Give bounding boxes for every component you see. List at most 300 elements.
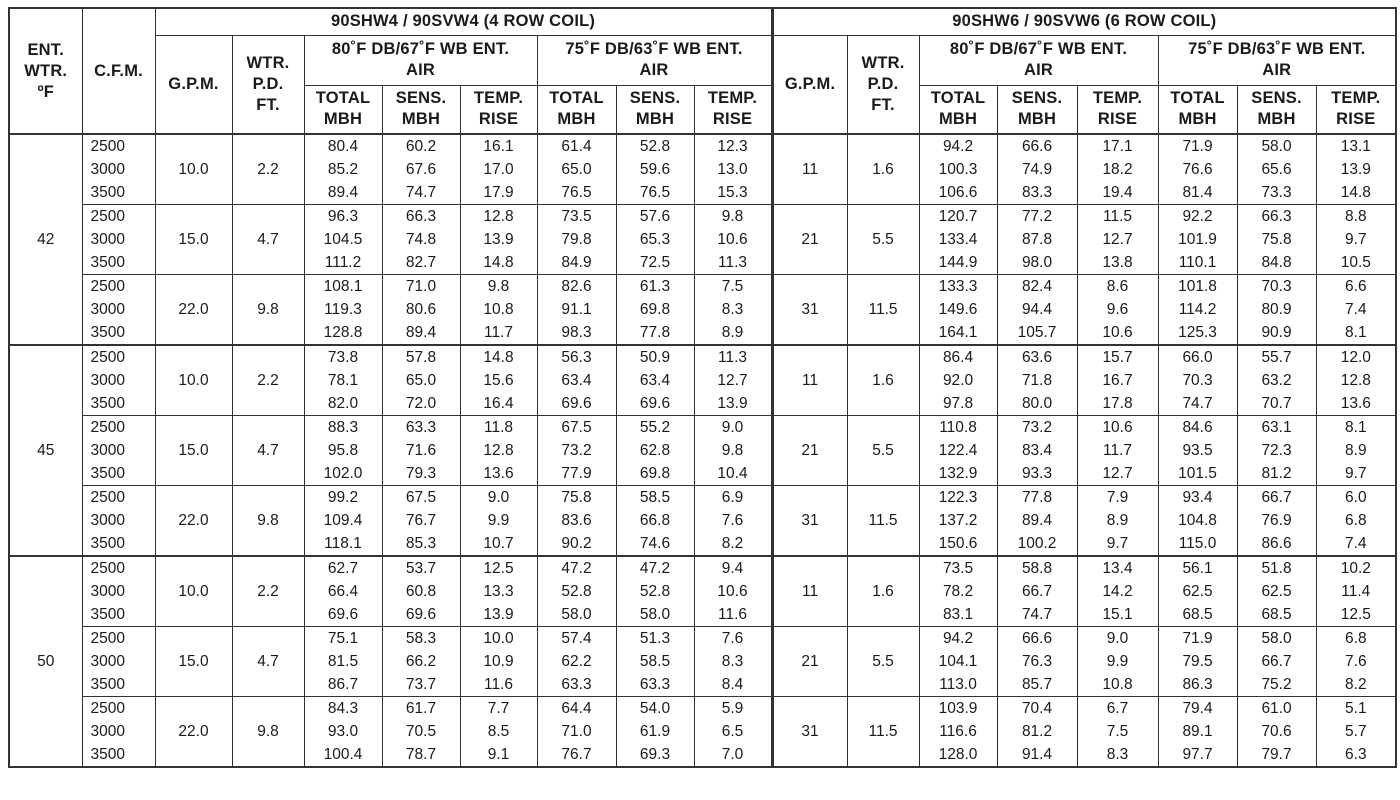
value: 76.6 xyxy=(1182,161,1213,178)
value-cell xyxy=(616,556,694,627)
value: 7.9 xyxy=(1106,489,1129,506)
value: 58.3 xyxy=(405,630,437,647)
cfm-value: 2500 xyxy=(90,489,125,506)
value-cell xyxy=(616,627,694,697)
value: 104.8 xyxy=(1178,512,1217,529)
gpm-cell: 15.0 xyxy=(155,416,232,486)
gpm-cell: 11 xyxy=(772,134,847,205)
value: 102.0 xyxy=(323,465,363,482)
cfm-cell xyxy=(82,486,155,557)
value: 15.6 xyxy=(483,372,514,389)
value: 77.9 xyxy=(561,465,592,482)
value: 17.1 xyxy=(1102,138,1133,155)
value: 63.4 xyxy=(561,372,592,389)
value-cell xyxy=(382,486,460,557)
coil6-cond-75-header: 75˚F DB/63˚F WB ENT. AIR xyxy=(1158,35,1396,85)
value: 17.0 xyxy=(483,161,514,178)
value: 61.7 xyxy=(405,700,437,717)
sens-mbh-header: SENS. MBH xyxy=(997,85,1077,134)
value: 95.8 xyxy=(327,442,359,459)
value: 8.9 xyxy=(1106,512,1129,529)
value: 9.7 xyxy=(1345,231,1367,248)
value: 8.9 xyxy=(721,324,744,341)
value-cell xyxy=(616,275,694,346)
value: 71.8 xyxy=(1021,372,1053,389)
value: 69.8 xyxy=(639,301,671,318)
value: 74.8 xyxy=(405,231,437,248)
gpm-cell: 11 xyxy=(772,556,847,627)
cfm-value: 3000 xyxy=(90,231,125,248)
value: 67.6 xyxy=(405,161,437,178)
value-cell xyxy=(919,697,997,768)
value: 164.1 xyxy=(938,324,978,341)
value: 13.0 xyxy=(717,161,748,178)
value: 78.1 xyxy=(327,372,359,389)
value-cell xyxy=(919,275,997,346)
value: 59.6 xyxy=(639,161,671,178)
value: 108.1 xyxy=(323,278,363,295)
value: 109.4 xyxy=(323,512,363,529)
value: 81.5 xyxy=(327,653,359,670)
value: 84.9 xyxy=(561,254,592,271)
cfm-value: 3500 xyxy=(90,606,125,623)
value-cell xyxy=(1158,205,1237,275)
value: 9.8 xyxy=(721,208,744,225)
value: 13.6 xyxy=(1340,395,1371,412)
value: 93.0 xyxy=(327,723,359,740)
value: 52.8 xyxy=(561,583,592,600)
value: 97.8 xyxy=(942,395,974,412)
value: 55.2 xyxy=(639,419,671,436)
value: 12.8 xyxy=(483,442,514,459)
sens-mbh-header: SENS. MBH xyxy=(1237,85,1316,134)
value-cell xyxy=(694,205,772,275)
value: 76.5 xyxy=(561,184,592,201)
value: 12.7 xyxy=(1102,231,1133,248)
total-mbh-header: TOTAL MBH xyxy=(1158,85,1237,134)
value-cell xyxy=(694,345,772,416)
value-cell xyxy=(997,275,1077,346)
value: 149.6 xyxy=(938,301,978,318)
gpm-cell: 31 xyxy=(772,697,847,768)
cfm-value: 3000 xyxy=(90,653,125,670)
value: 69.6 xyxy=(405,606,437,623)
value: 78.2 xyxy=(942,583,974,600)
value: 66.7 xyxy=(1021,583,1053,600)
value-cell xyxy=(919,486,997,557)
value: 6.6 xyxy=(1345,278,1367,295)
gpm-cell: 11 xyxy=(772,345,847,416)
value-cell xyxy=(1158,697,1237,768)
coil4-title: 90SHW4 / 90SVW4 (4 ROW COIL) xyxy=(155,8,772,35)
value: 10.9 xyxy=(483,653,514,670)
value: 88.3 xyxy=(327,419,359,436)
value-cell xyxy=(1077,556,1158,627)
value: 103.9 xyxy=(938,700,978,717)
value-cell xyxy=(1316,627,1396,697)
value-cell xyxy=(1158,345,1237,416)
gpm-cell: 31 xyxy=(772,275,847,346)
cfm-value: 3000 xyxy=(90,301,125,318)
value: 11.3 xyxy=(718,349,748,366)
value: 125.3 xyxy=(1178,324,1217,341)
value-cell xyxy=(919,416,997,486)
wtr-pd-cell: 2.2 xyxy=(232,345,304,416)
cfm-value: 3500 xyxy=(90,324,125,341)
value-cell xyxy=(997,345,1077,416)
gpm-cell: 15.0 xyxy=(155,627,232,697)
value: 104.1 xyxy=(938,653,978,670)
value: 118.1 xyxy=(324,535,362,552)
value: 60.2 xyxy=(405,138,437,155)
table-body xyxy=(9,134,1396,767)
coil4-cond-75-header: 75˚F DB/63˚F WB ENT. AIR xyxy=(537,35,772,85)
value-cell xyxy=(304,556,382,627)
value: 106.6 xyxy=(938,184,978,201)
value: 13.4 xyxy=(1102,560,1133,577)
value: 16.7 xyxy=(1102,372,1133,389)
value: 75.1 xyxy=(327,630,359,647)
value: 71.0 xyxy=(405,278,437,295)
value: 11.3 xyxy=(718,254,748,271)
gpm-cell: 31 xyxy=(772,486,847,557)
cfm-value: 3500 xyxy=(90,676,125,693)
value-cell xyxy=(997,416,1077,486)
value: 116.6 xyxy=(939,723,977,740)
value: 6.3 xyxy=(1345,746,1367,763)
value: 10.2 xyxy=(1340,560,1371,577)
value-cell xyxy=(1316,556,1396,627)
value: 89.4 xyxy=(405,324,437,341)
value: 10.6 xyxy=(717,231,748,248)
value: 54.0 xyxy=(639,700,671,717)
cfm-value: 3000 xyxy=(90,161,125,178)
value: 53.7 xyxy=(405,560,437,577)
value: 61.9 xyxy=(639,723,671,740)
value: 98.0 xyxy=(1021,254,1053,271)
value: 100.3 xyxy=(938,161,978,178)
value: 73.7 xyxy=(405,676,437,693)
value: 9.4 xyxy=(721,560,744,577)
value: 63.3 xyxy=(405,419,437,436)
gpm-cell: 21 xyxy=(772,416,847,486)
value: 19.4 xyxy=(1102,184,1133,201)
value-cell xyxy=(1316,416,1396,486)
cfm-value: 3500 xyxy=(90,395,125,412)
value: 61.0 xyxy=(1261,700,1292,717)
value: 13.9 xyxy=(483,231,514,248)
value: 56.1 xyxy=(1182,560,1213,577)
value: 71.6 xyxy=(405,442,437,459)
value: 137.2 xyxy=(938,512,978,529)
temp-rise-header: TEMP. RISE xyxy=(1316,85,1396,134)
value: 66.6 xyxy=(1021,630,1053,647)
value: 10.6 xyxy=(1102,419,1133,436)
value: 47.2 xyxy=(639,560,671,577)
value: 110.8 xyxy=(939,419,977,436)
gpm-cell: 21 xyxy=(772,627,847,697)
wtr-pd-cell: 2.2 xyxy=(232,556,304,627)
value: 94.4 xyxy=(1021,301,1053,318)
value: 13.9 xyxy=(483,606,514,623)
value: 81.2 xyxy=(1261,465,1292,482)
table-row xyxy=(9,697,1396,768)
value: 10.0 xyxy=(483,630,514,647)
value: 122.4 xyxy=(938,442,978,459)
value: 16.4 xyxy=(483,395,514,412)
value-cell xyxy=(537,416,616,486)
value: 122.3 xyxy=(938,489,978,506)
value-cell xyxy=(1077,416,1158,486)
value: 52.8 xyxy=(639,138,671,155)
value-cell xyxy=(304,345,382,416)
value: 80.4 xyxy=(327,138,359,155)
cfm-value: 3500 xyxy=(90,746,125,763)
value: 113.0 xyxy=(939,676,977,693)
value-cell xyxy=(537,205,616,275)
wtr-pd-cell: 5.5 xyxy=(847,627,919,697)
cfm-cell xyxy=(82,697,155,768)
value: 84.6 xyxy=(1182,419,1213,436)
value: 79.7 xyxy=(1261,746,1292,763)
value: 75.2 xyxy=(1261,676,1292,693)
value: 65.3 xyxy=(639,231,671,248)
value: 13.3 xyxy=(483,583,514,600)
wtr-pd-cell: 11.5 xyxy=(847,486,919,557)
value: 63.6 xyxy=(1021,349,1053,366)
value: 72.0 xyxy=(405,395,437,412)
value: 80.9 xyxy=(1261,301,1292,318)
value-cell xyxy=(616,486,694,557)
value: 114.2 xyxy=(1178,301,1217,318)
value: 119.3 xyxy=(324,301,362,318)
value: 82.4 xyxy=(1021,278,1053,295)
value: 75.8 xyxy=(1261,231,1292,248)
value: 6.8 xyxy=(1345,630,1367,647)
value: 7.5 xyxy=(721,278,744,295)
total-mbh-header: TOTAL MBH xyxy=(537,85,616,134)
cfm-value: 3500 xyxy=(90,184,125,201)
value: 6.0 xyxy=(1345,489,1367,506)
value: 66.7 xyxy=(1261,653,1292,670)
coil6-title: 90SHW6 / 90SVW6 (6 ROW COIL) xyxy=(772,8,1396,35)
value: 63.2 xyxy=(1261,372,1292,389)
value: 52.8 xyxy=(639,583,671,600)
value: 7.7 xyxy=(487,700,510,717)
wtr-pd-cell: 5.5 xyxy=(847,205,919,275)
value-cell xyxy=(382,627,460,697)
value: 7.6 xyxy=(1345,653,1367,670)
cfm-value: 2500 xyxy=(90,208,125,225)
value: 9.9 xyxy=(1106,653,1129,670)
value: 65.0 xyxy=(405,372,437,389)
table-row xyxy=(9,205,1396,275)
value: 69.6 xyxy=(561,395,592,412)
value: 85.7 xyxy=(1021,676,1053,693)
wtr-pd-cell: 9.8 xyxy=(232,697,304,768)
value-cell xyxy=(694,556,772,627)
value: 70.3 xyxy=(1261,278,1292,295)
value: 57.6 xyxy=(639,208,671,225)
value-cell xyxy=(919,556,997,627)
value-cell xyxy=(382,345,460,416)
temp-rise-header: TEMP. RISE xyxy=(460,85,537,134)
value: 58.0 xyxy=(561,606,592,623)
value: 13.9 xyxy=(717,395,748,412)
value: 71.0 xyxy=(561,723,592,740)
value-cell xyxy=(694,486,772,557)
cfm-value: 3000 xyxy=(90,723,125,740)
value-cell xyxy=(1237,134,1316,205)
coil4-cond-80-header: 80˚F DB/67˚F WB ENT. AIR xyxy=(304,35,537,85)
value: 58.0 xyxy=(639,606,671,623)
value: 56.3 xyxy=(561,349,592,366)
value: 71.9 xyxy=(1182,630,1213,647)
wtr-pd-cell: 4.7 xyxy=(232,205,304,275)
value-cell xyxy=(460,697,537,768)
value-cell xyxy=(694,627,772,697)
value: 65.6 xyxy=(1261,161,1292,178)
value: 8.1 xyxy=(1345,419,1367,436)
value-cell xyxy=(382,205,460,275)
value: 70.6 xyxy=(1261,723,1292,740)
value-cell xyxy=(694,416,772,486)
value: 76.7 xyxy=(405,512,437,529)
value: 55.7 xyxy=(1261,349,1292,366)
ent-wtr-cell: 42 xyxy=(9,134,82,345)
wtr-pd-cell: 2.2 xyxy=(232,134,304,205)
value: 68.5 xyxy=(1261,606,1292,623)
value-cell xyxy=(537,627,616,697)
value: 128.8 xyxy=(323,324,363,341)
table-row xyxy=(9,486,1396,557)
cfm-value: 2500 xyxy=(90,349,125,366)
value: 58.5 xyxy=(639,489,671,506)
value: 11.4 xyxy=(1341,583,1371,600)
value: 82.0 xyxy=(327,395,359,412)
cfm-header: C.F.M. xyxy=(82,8,155,134)
wtr-pd-cell: 9.8 xyxy=(232,275,304,346)
value: 65.0 xyxy=(561,161,592,178)
value-cell xyxy=(1237,345,1316,416)
value: 12.7 xyxy=(1102,465,1133,482)
value: 72.5 xyxy=(639,254,671,271)
value: 9.1 xyxy=(487,746,510,763)
value-cell xyxy=(382,134,460,205)
value: 77.8 xyxy=(639,324,671,341)
value: 17.8 xyxy=(1102,395,1133,412)
value-cell xyxy=(460,205,537,275)
value-cell xyxy=(382,275,460,346)
value: 111.2 xyxy=(324,254,362,271)
value: 8.5 xyxy=(487,723,510,740)
value: 90.2 xyxy=(561,535,592,552)
value-cell xyxy=(1316,275,1396,346)
value: 97.7 xyxy=(1182,746,1213,763)
value: 99.2 xyxy=(327,489,359,506)
sens-mbh-header: SENS. MBH xyxy=(382,85,460,134)
value: 6.7 xyxy=(1106,700,1129,717)
value-cell xyxy=(382,416,460,486)
value: 120.7 xyxy=(938,208,978,225)
value: 9.0 xyxy=(487,489,510,506)
value: 74.7 xyxy=(1021,606,1053,623)
wtr-pd-cell: 9.8 xyxy=(232,486,304,557)
value: 89.4 xyxy=(1021,512,1053,529)
value-cell xyxy=(460,275,537,346)
value: 80.0 xyxy=(1021,395,1053,412)
value-cell xyxy=(997,205,1077,275)
value: 12.3 xyxy=(717,138,748,155)
value: 57.8 xyxy=(405,349,437,366)
value: 91.1 xyxy=(561,301,592,318)
value-cell xyxy=(537,134,616,205)
value: 110.1 xyxy=(1178,254,1217,271)
value-cell xyxy=(1237,205,1316,275)
cfm-cell xyxy=(82,275,155,346)
value: 62.2 xyxy=(561,653,592,670)
value: 14.8 xyxy=(1340,184,1371,201)
value: 9.7 xyxy=(1345,465,1367,482)
value-cell xyxy=(1316,486,1396,557)
value-cell xyxy=(537,486,616,557)
table-row xyxy=(9,556,1396,627)
value: 9.8 xyxy=(487,278,510,295)
value: 144.9 xyxy=(938,254,978,271)
value: 67.5 xyxy=(561,419,592,436)
value-cell xyxy=(997,697,1077,768)
value: 66.8 xyxy=(639,512,671,529)
value: 94.2 xyxy=(942,630,974,647)
value: 83.3 xyxy=(1021,184,1053,201)
value: 8.2 xyxy=(1345,676,1367,693)
value: 13.1 xyxy=(1340,138,1371,155)
value: 13.8 xyxy=(1102,254,1133,271)
value: 90.9 xyxy=(1261,324,1292,341)
gpm-cell: 10.0 xyxy=(155,134,232,205)
cfm-value: 2500 xyxy=(90,419,125,436)
value: 101.8 xyxy=(1178,278,1217,295)
value: 62.5 xyxy=(1261,583,1292,600)
value: 128.0 xyxy=(938,746,978,763)
value: 63.3 xyxy=(561,676,592,693)
value-cell xyxy=(616,416,694,486)
value: 6.8 xyxy=(1345,512,1367,529)
value-cell xyxy=(616,134,694,205)
value: 11.5 xyxy=(1103,208,1133,225)
value-cell xyxy=(694,134,772,205)
gpm-cell: 22.0 xyxy=(155,486,232,557)
value: 8.3 xyxy=(721,653,744,670)
value: 58.0 xyxy=(1261,138,1292,155)
value-cell xyxy=(997,627,1077,697)
wtr-pd-cell: 11.5 xyxy=(847,275,919,346)
wtr-pd-cell: 1.6 xyxy=(847,556,919,627)
value: 83.4 xyxy=(1021,442,1053,459)
value: 13.6 xyxy=(483,465,514,482)
value: 86.6 xyxy=(1261,535,1292,552)
value: 69.6 xyxy=(327,606,359,623)
value: 77.8 xyxy=(1021,489,1053,506)
value: 92.0 xyxy=(942,372,974,389)
value: 91.4 xyxy=(1021,746,1053,763)
value: 84.8 xyxy=(1261,254,1292,271)
value: 82.7 xyxy=(405,254,437,271)
value: 66.0 xyxy=(1182,349,1213,366)
value: 66.7 xyxy=(1261,489,1292,506)
value-cell xyxy=(616,697,694,768)
table-row xyxy=(9,416,1396,486)
